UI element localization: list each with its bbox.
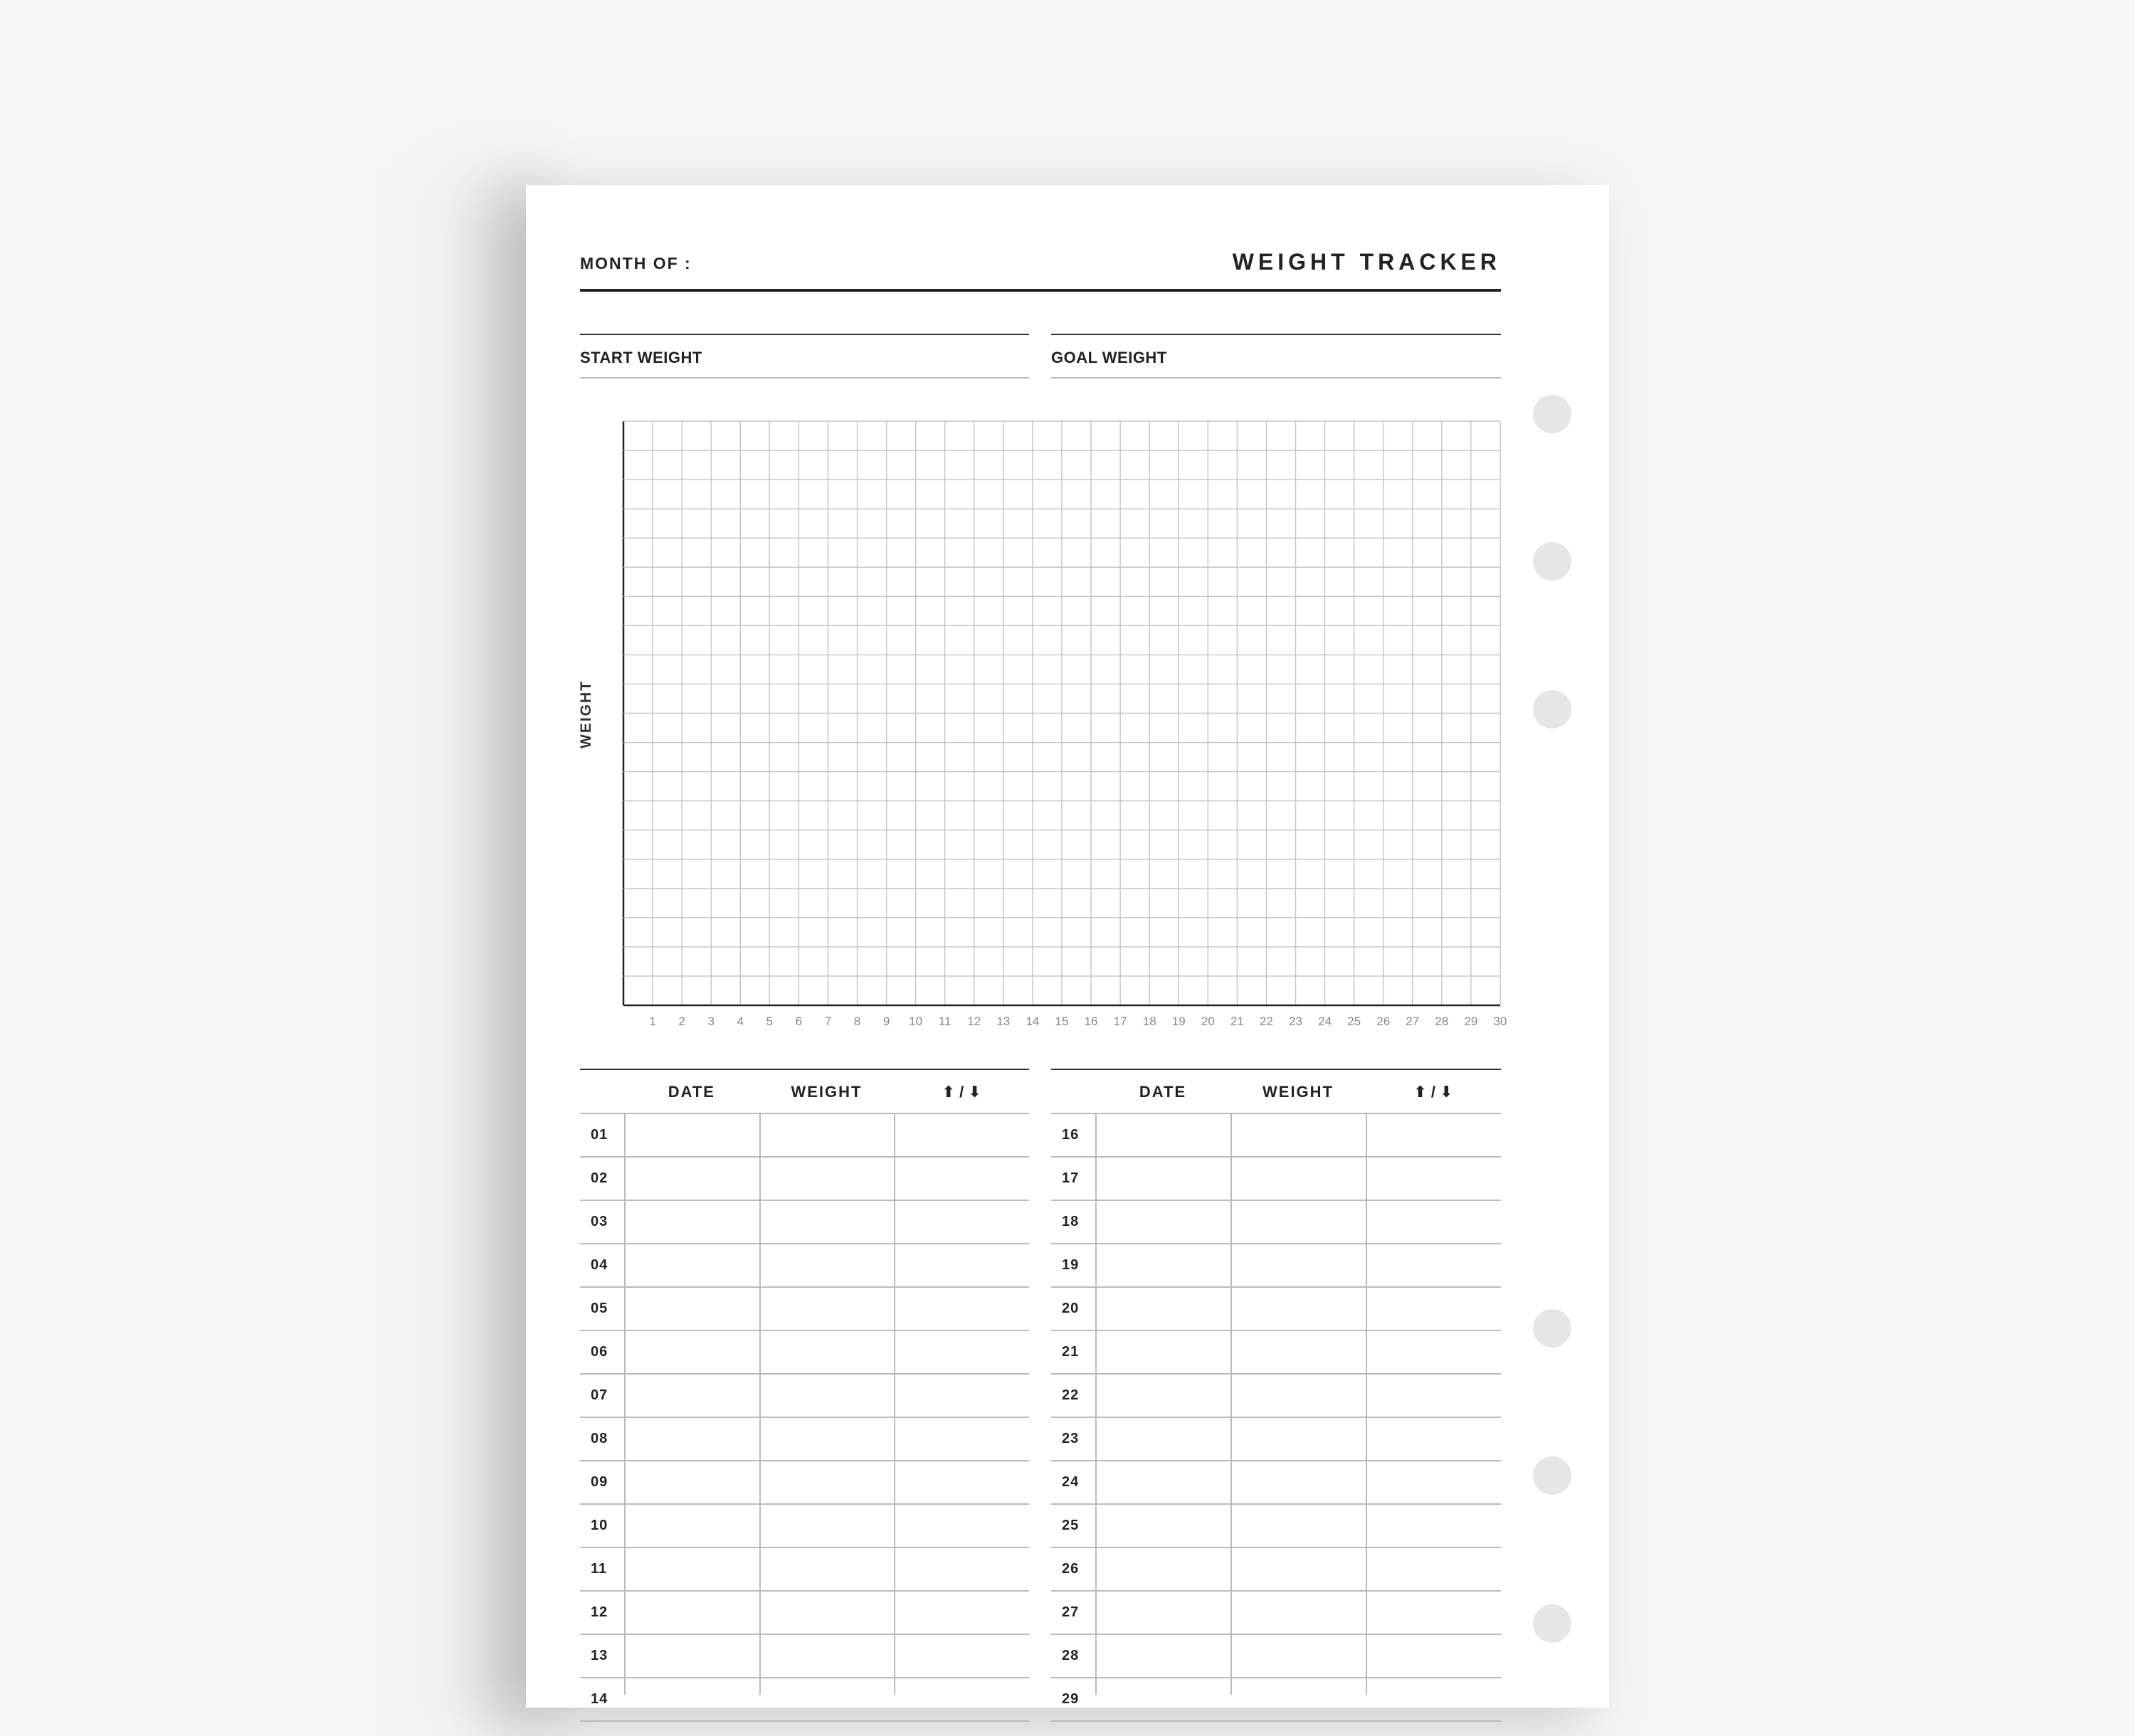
- x-tick-label: 21: [1230, 1015, 1244, 1028]
- table-cell[interactable]: [759, 1330, 895, 1373]
- binder-hole: [1533, 1604, 1571, 1643]
- table-cell[interactable]: [1230, 1460, 1366, 1503]
- row-number: 23: [1062, 1431, 1080, 1446]
- x-tick-label: 6: [795, 1015, 803, 1028]
- table-cell[interactable]: [1366, 1330, 1501, 1373]
- table-cell[interactable]: [1095, 1590, 1230, 1634]
- table-cell[interactable]: [894, 1634, 1029, 1677]
- table-cell[interactable]: [759, 1677, 895, 1720]
- row-number: 21: [1062, 1344, 1080, 1360]
- table-cell[interactable]: [894, 1156, 1029, 1200]
- row-number: 03: [591, 1214, 608, 1229]
- table-cell[interactable]: [1095, 1156, 1230, 1200]
- x-tick-label: 1: [649, 1015, 656, 1028]
- x-tick-label: 24: [1318, 1015, 1332, 1028]
- table-cell[interactable]: [1095, 1677, 1230, 1720]
- table-cell[interactable]: [894, 1590, 1029, 1634]
- row-number: 13: [591, 1648, 608, 1663]
- x-tick-label: 7: [824, 1015, 832, 1028]
- table-cell[interactable]: [624, 1590, 759, 1634]
- table-cell[interactable]: [1230, 1634, 1366, 1677]
- row-number: 06: [591, 1344, 608, 1360]
- table-cell[interactable]: [759, 1113, 895, 1156]
- table-cell[interactable]: [759, 1547, 895, 1590]
- x-tick-label: 13: [996, 1015, 1011, 1028]
- row-number: 08: [591, 1431, 608, 1446]
- change-column-header: ⬆ / ⬇: [1413, 1083, 1453, 1101]
- table-cell[interactable]: [759, 1156, 895, 1200]
- table-cell[interactable]: [1230, 1286, 1366, 1330]
- x-tick-label: 11: [938, 1015, 951, 1028]
- x-tick-label: 18: [1142, 1015, 1156, 1028]
- table-cell[interactable]: [1230, 1547, 1366, 1590]
- table-cell[interactable]: [1366, 1156, 1501, 1200]
- table-cell[interactable]: [624, 1460, 759, 1503]
- row-number: 29: [1062, 1691, 1080, 1707]
- row-number: 04: [591, 1257, 608, 1273]
- row-number: 16: [1062, 1127, 1080, 1143]
- start-weight-top-rule: [580, 334, 1029, 335]
- table-cell[interactable]: [1366, 1200, 1501, 1243]
- table-cell[interactable]: [624, 1330, 759, 1373]
- binder-hole: [1533, 542, 1571, 581]
- weight-column-header: WEIGHT: [1262, 1083, 1334, 1101]
- x-tick-label: 28: [1435, 1015, 1449, 1028]
- table-cell[interactable]: [894, 1503, 1029, 1547]
- x-tick-label: 2: [678, 1015, 685, 1028]
- row-number: 24: [1062, 1474, 1080, 1490]
- page-shadow: [399, 171, 541, 1736]
- x-tick-label: 19: [1171, 1015, 1186, 1028]
- row-number: 02: [591, 1170, 608, 1186]
- row-number: 11: [591, 1561, 608, 1577]
- table-cell[interactable]: [759, 1200, 895, 1243]
- table-cell[interactable]: [1095, 1243, 1230, 1286]
- table-cell[interactable]: [1095, 1547, 1230, 1590]
- table-cell[interactable]: [1230, 1156, 1366, 1200]
- x-tick-label: 15: [1055, 1015, 1069, 1028]
- table-cell[interactable]: [624, 1634, 759, 1677]
- x-tick-label: 26: [1376, 1015, 1391, 1028]
- table-cell[interactable]: [1095, 1460, 1230, 1503]
- table-cell[interactable]: [1366, 1373, 1501, 1417]
- change-column-header: ⬆ / ⬇: [942, 1083, 981, 1101]
- table-cell[interactable]: [894, 1373, 1029, 1417]
- x-tick-label: 20: [1201, 1015, 1215, 1028]
- row-number: 20: [1062, 1301, 1080, 1316]
- table-row-rule: [580, 1720, 1029, 1722]
- table-row-rule: [1051, 1720, 1501, 1722]
- table-cell[interactable]: [1095, 1634, 1230, 1677]
- x-tick-label: 10: [909, 1015, 923, 1028]
- row-number: 05: [591, 1301, 608, 1316]
- start-weight-bottom-rule[interactable]: [580, 377, 1029, 379]
- table-cell[interactable]: [1230, 1417, 1366, 1460]
- row-number: 18: [1062, 1214, 1080, 1229]
- table-cell[interactable]: [624, 1417, 759, 1460]
- binder-hole: [1533, 1309, 1571, 1348]
- table-cell[interactable]: [1230, 1503, 1366, 1547]
- table-cell[interactable]: [1230, 1243, 1366, 1286]
- row-number: 14: [591, 1691, 608, 1707]
- table-cell[interactable]: [624, 1503, 759, 1547]
- month-of-label: MONTH OF :: [580, 254, 692, 272]
- table-cell[interactable]: [1230, 1113, 1366, 1156]
- table-cell[interactable]: [1095, 1373, 1230, 1417]
- table-cell[interactable]: [894, 1330, 1029, 1373]
- goal-weight-top-rule: [1051, 334, 1501, 335]
- table-cell[interactable]: [894, 1547, 1029, 1590]
- table-cell[interactable]: [1095, 1417, 1230, 1460]
- row-number: 10: [591, 1518, 608, 1533]
- table-cell[interactable]: [1366, 1590, 1501, 1634]
- table-cell[interactable]: [759, 1373, 895, 1417]
- x-tick-label: 12: [967, 1015, 981, 1028]
- table-cell[interactable]: [1366, 1243, 1501, 1286]
- x-tick-label: 17: [1113, 1015, 1127, 1028]
- x-tick-label: 27: [1406, 1015, 1420, 1028]
- page-title: WEIGHT TRACKER: [1232, 249, 1501, 275]
- table-cell[interactable]: [759, 1243, 895, 1286]
- header-rule: [580, 289, 1501, 292]
- table-cell[interactable]: [1366, 1113, 1501, 1156]
- table-cell[interactable]: [1095, 1503, 1230, 1547]
- table-cell[interactable]: [1230, 1590, 1366, 1634]
- row-number: 26: [1062, 1561, 1080, 1577]
- binder-hole: [1533, 690, 1571, 729]
- weight-grid-chart[interactable]: [619, 418, 1516, 1037]
- table-cell[interactable]: [1095, 1200, 1230, 1243]
- table-top-rule: [1051, 1069, 1501, 1070]
- table-cell[interactable]: [759, 1503, 895, 1547]
- x-tick-label: 25: [1347, 1015, 1361, 1028]
- weight-axis-label: WEIGHT: [578, 680, 594, 748]
- x-tick-label: 4: [737, 1015, 744, 1028]
- table-cell[interactable]: [759, 1417, 895, 1460]
- table-cell[interactable]: [1095, 1286, 1230, 1330]
- row-number: 01: [591, 1127, 608, 1143]
- row-number: 28: [1062, 1648, 1080, 1663]
- date-column-header: DATE: [1139, 1083, 1187, 1101]
- table-cell[interactable]: [624, 1286, 759, 1330]
- table-cell[interactable]: [1366, 1417, 1501, 1460]
- table-cell[interactable]: [894, 1460, 1029, 1503]
- table-cell[interactable]: [624, 1243, 759, 1286]
- table-cell[interactable]: [894, 1677, 1029, 1720]
- row-number: 22: [1062, 1387, 1080, 1403]
- table-cell[interactable]: [624, 1200, 759, 1243]
- row-number: 19: [1062, 1257, 1080, 1273]
- table-cell[interactable]: [759, 1590, 895, 1634]
- row-number: 07: [591, 1387, 608, 1403]
- table-cell[interactable]: [759, 1634, 895, 1677]
- table-cell[interactable]: [894, 1243, 1029, 1286]
- date-column-header: DATE: [668, 1083, 715, 1101]
- table-cell[interactable]: [894, 1113, 1029, 1156]
- x-tick-label: 3: [707, 1015, 715, 1028]
- table-cell[interactable]: [894, 1200, 1029, 1243]
- table-cell[interactable]: [624, 1373, 759, 1417]
- goal-weight-bottom-rule[interactable]: [1051, 377, 1501, 379]
- x-tick-label: 29: [1464, 1015, 1478, 1028]
- table-cell[interactable]: [894, 1417, 1029, 1460]
- table-cell[interactable]: [1230, 1200, 1366, 1243]
- table-cell[interactable]: [1366, 1677, 1501, 1720]
- row-number: 25: [1062, 1518, 1080, 1533]
- x-tick-label: 9: [882, 1015, 890, 1028]
- table-cell[interactable]: [1230, 1677, 1366, 1720]
- table-cell[interactable]: [1366, 1547, 1501, 1590]
- x-tick-label: 23: [1289, 1015, 1302, 1028]
- x-tick-label: 14: [1026, 1015, 1040, 1028]
- table-cell[interactable]: [1230, 1373, 1366, 1417]
- table-cell[interactable]: [1095, 1113, 1230, 1156]
- binder-hole: [1533, 395, 1571, 433]
- goal-weight-label: GOAL WEIGHT: [1051, 349, 1167, 366]
- table-cell[interactable]: [1366, 1634, 1501, 1677]
- table-cell[interactable]: [624, 1547, 759, 1590]
- table-cell[interactable]: [1366, 1503, 1501, 1547]
- row-number: 09: [591, 1474, 608, 1490]
- table-cell[interactable]: [624, 1677, 759, 1720]
- table-cell[interactable]: [1366, 1286, 1501, 1330]
- x-tick-label: 8: [853, 1015, 861, 1028]
- table-cell[interactable]: [1230, 1330, 1366, 1373]
- row-number: 27: [1062, 1604, 1080, 1620]
- table-cell[interactable]: [624, 1156, 759, 1200]
- binder-hole: [1533, 1456, 1571, 1495]
- table-cell[interactable]: [1095, 1330, 1230, 1373]
- table-cell[interactable]: [1366, 1460, 1501, 1503]
- x-tick-label: 22: [1260, 1015, 1273, 1028]
- x-tick-label: 5: [766, 1015, 774, 1028]
- row-number: 17: [1062, 1170, 1080, 1186]
- x-tick-label: 30: [1493, 1015, 1507, 1028]
- table-cell[interactable]: [624, 1113, 759, 1156]
- x-tick-label: 16: [1084, 1015, 1098, 1028]
- weight-column-header: WEIGHT: [791, 1083, 863, 1101]
- table-cell[interactable]: [759, 1460, 895, 1503]
- row-number: 12: [591, 1604, 608, 1620]
- table-cell[interactable]: [894, 1286, 1029, 1330]
- start-weight-label: START WEIGHT: [580, 349, 702, 366]
- table-cell[interactable]: [759, 1286, 895, 1330]
- table-top-rule: [580, 1069, 1029, 1070]
